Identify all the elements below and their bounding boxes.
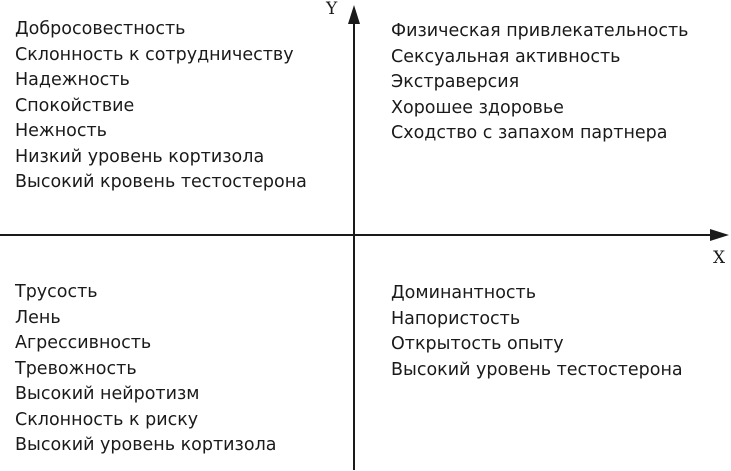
list-item: Лень [15,307,61,328]
list-item: Склонность к риску [15,409,199,430]
x-axis-label: X [713,248,726,268]
list-item: Открытость опыту [391,334,564,354]
list-item: Склонность к сотрудничеству [15,44,294,65]
y-axis-label: Y [326,0,338,19]
list-item: Сексуальная активность [391,46,621,67]
list-item: Высокий уровень тестостерона [391,359,683,380]
list-item: Надежность [15,70,130,90]
quadrant-top-right [391,19,688,147]
list-item: Агрессивность [15,333,152,353]
y-axis-arrow [348,5,360,24]
quadrant-bottom-left [15,280,276,459]
list-item: Экстраверсия [391,72,520,92]
list-item: Сходство с запахом партнера [391,123,668,143]
quadrant-bottom-right [391,281,683,383]
list-item: Тревожность [15,358,137,379]
list-item: Доминантность [391,283,537,303]
list-item: Нежность [15,121,107,141]
list-item: Трусость [15,282,98,302]
list-item: Физическая привлекательность [391,21,689,41]
list-item: Низкий уровень кортизола [15,146,265,167]
list-item: Спокойствие [15,95,135,116]
list-item: Высокий кровень тестостерона [15,172,307,192]
list-item: Добросовестность [15,19,186,39]
list-item: Хорошее здоровье [391,97,564,118]
list-item: Высокий уровень кортизола [15,435,277,455]
list-item: Высокий нейротизм [15,384,200,404]
x-axis-arrow [710,229,729,241]
list-item: Напористость [391,308,521,329]
quadrant-top-left [15,17,307,196]
